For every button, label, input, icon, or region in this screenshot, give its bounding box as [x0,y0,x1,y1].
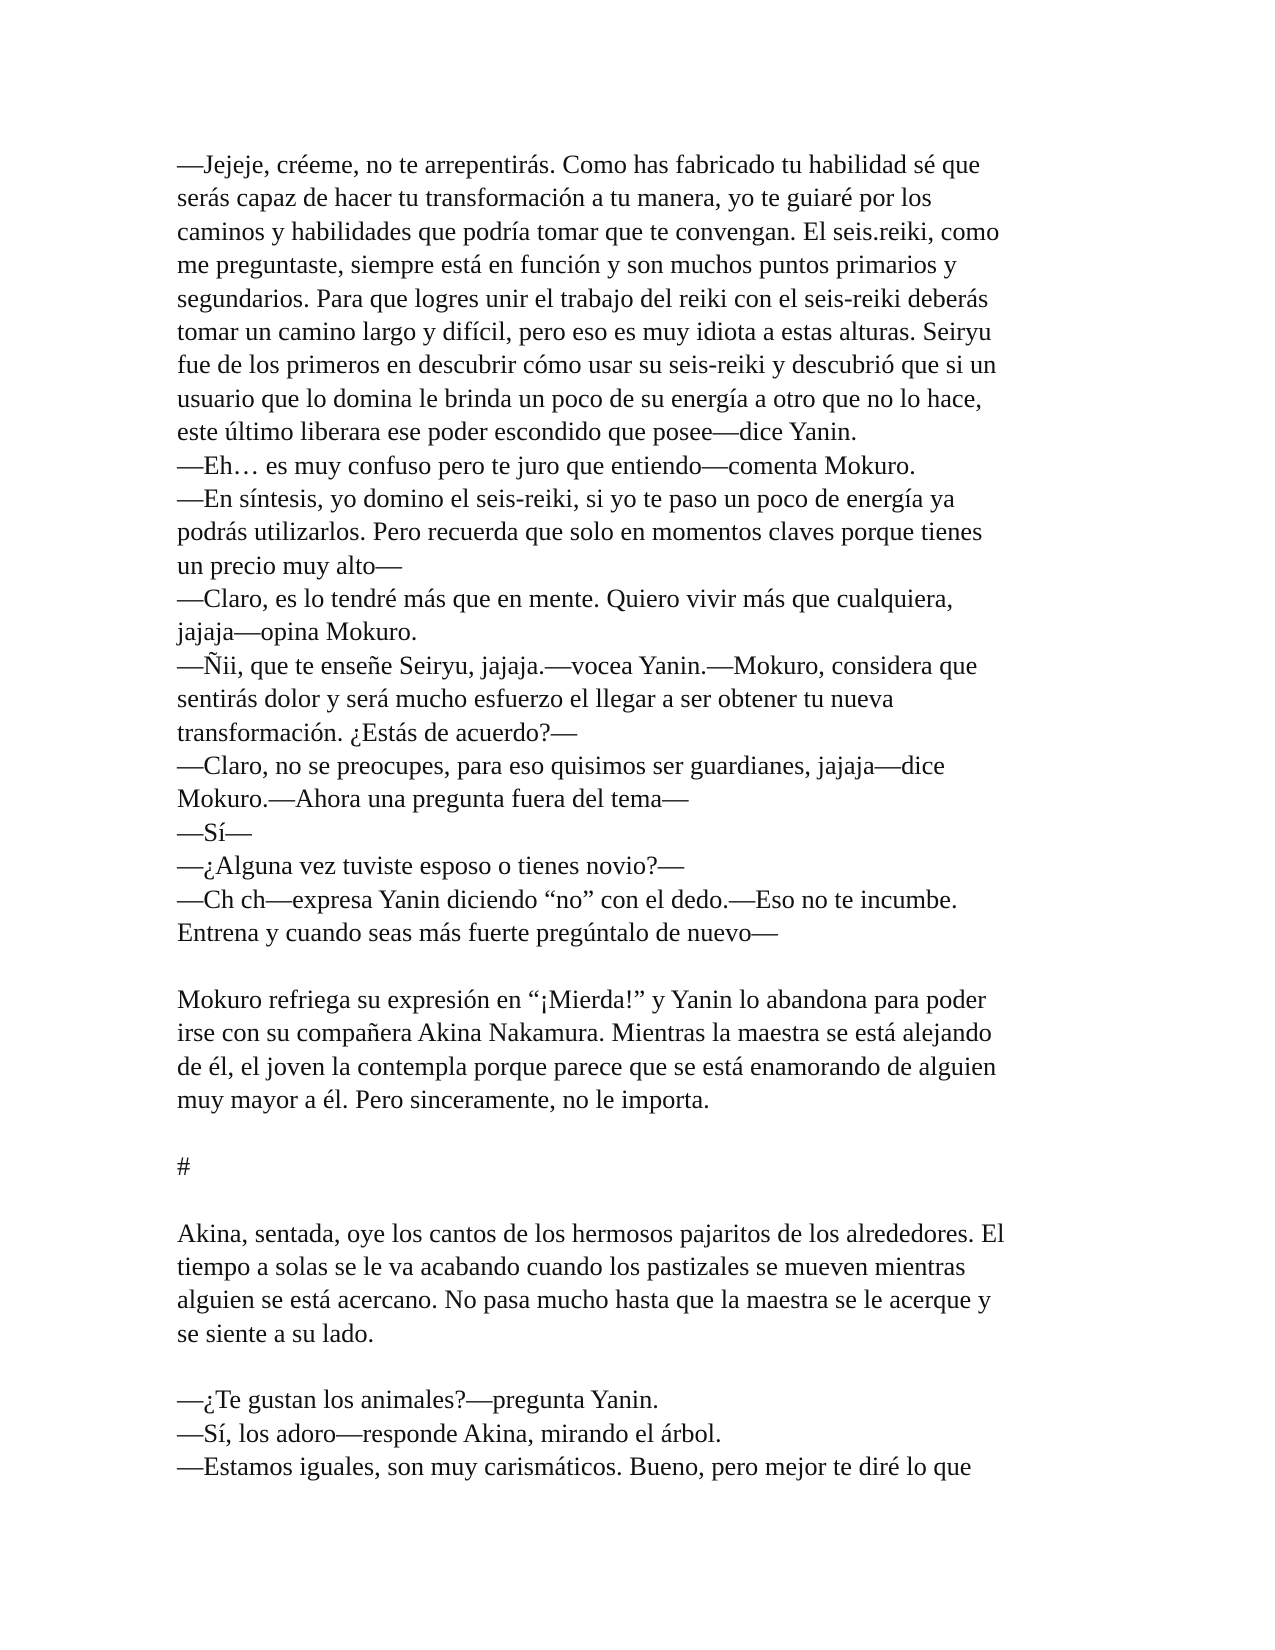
text-line: se siente a su lado. [177,1317,375,1348]
text-line: Entrena y cuando seas más fuerte pregúntalo de nuevo— [177,916,778,947]
text-line: Akina, sentada, oye los cantos de los hermosos pajaritos de los alrededores. El [177,1217,1005,1248]
text-line: —Sí— [177,816,252,847]
paragraph-gap [177,949,1107,982]
text-line: —¿Te gustan los animales?—pregunta Yanin. [177,1384,659,1415]
text-line: —Claro, no se preocupes, para eso quisimos ser guardianes, jajaja—dice [177,750,946,781]
text-line: —Sí, los adoro—responde Akina, mirando el árbol. [177,1417,722,1448]
text-line: Mokuro.—Ahora una pregunta fuera del tema— [177,783,689,814]
text-line: podrás utilizarlos. Pero recuerda que solo en momentos claves porque tienes [177,516,983,547]
text-line: —Claro, es lo tendré más que en mente. Quiero vivir más que cualquiera, [177,583,954,614]
text-line: Mokuro refriega su expresión en “¡Mierda!” y Yanin lo abandona para poder [177,983,987,1014]
text-line: tomar un camino largo y difícil, pero eso es muy idiota a estas alturas. Seiryu [177,315,992,346]
text-line: un precio muy alto— [177,549,403,580]
text-line: —Eh… es muy confuso pero te juro que entiendo—comenta Mokuro. [177,449,916,480]
text-line: caminos y habilidades que podría tomar que te convengan. El seis.reiki, como [177,215,1000,246]
body-text [177,148,1107,1484]
text-line: este último liberara ese poder escondido que posee—dice Yanin. [177,416,858,447]
text-line: segundarios. Para que logres unir el trabajo del reiki con el seis-reiki deberás [177,282,989,313]
text-line: —Ñii, que te enseñe Seiryu, jajaja.—vocea Yanin.—Mokuro, considera que [177,649,978,680]
paragraph-gap [177,1116,1107,1149]
text-line: tiempo a solas se le va acabando cuando los pastizales se mueven mientras [177,1250,966,1281]
text-line: —Estamos iguales, son muy carismáticos. Bueno, pero mejor te diré lo que [177,1451,972,1482]
text-line: de él, el joven la contempla porque parece que se está enamorando de alguien [177,1050,997,1081]
text-line: alguien se está acercano. No pasa mucho hasta que la maestra se le acerque y [177,1284,992,1315]
text-line: —En síntesis, yo domino el seis-reiki, si yo te paso un poco de energía ya [177,482,955,513]
text-line: serás capaz de hacer tu transformación a tu manera, yo te guiaré por los [177,182,932,213]
text-line: usuario que lo domina le brinda un poco de su energía a otro que no lo hace, [177,382,982,413]
text-line: —Ch ch—expresa Yanin diciendo “no” con el dedo.—Eso no te incumbe. [177,883,958,914]
text-line: —¿Alguna vez tuviste esposo o tienes novio?— [177,850,685,881]
paragraph-gap [177,1350,1107,1383]
text-line: me preguntaste, siempre está en función y son muchos puntos primarios y [177,249,957,280]
text-line: transformación. ¿Estás de acuerdo?— [177,716,578,747]
text-line: —Jejeje, créeme, no te arrepentirás. Como has fabricado tu habilidad sé que [177,149,981,179]
text-line: muy mayor a él. Pero sinceramente, no le importa. [177,1083,710,1114]
text-line: fue de los primeros en descubrir cómo usar su seis-reiki y descubrió que si un [177,349,997,380]
scene-separator: # [177,1150,191,1181]
paragraph-gap [177,1183,1107,1216]
text-line: jajaja—opina Mokuro. [177,616,418,647]
text-line: sentirás dolor y será mucho esfuerzo el llegar a ser obtener tu nueva [177,683,894,714]
text-line: irse con su compañera Akina Nakamura. Mientras la maestra se está alejando [177,1017,992,1048]
